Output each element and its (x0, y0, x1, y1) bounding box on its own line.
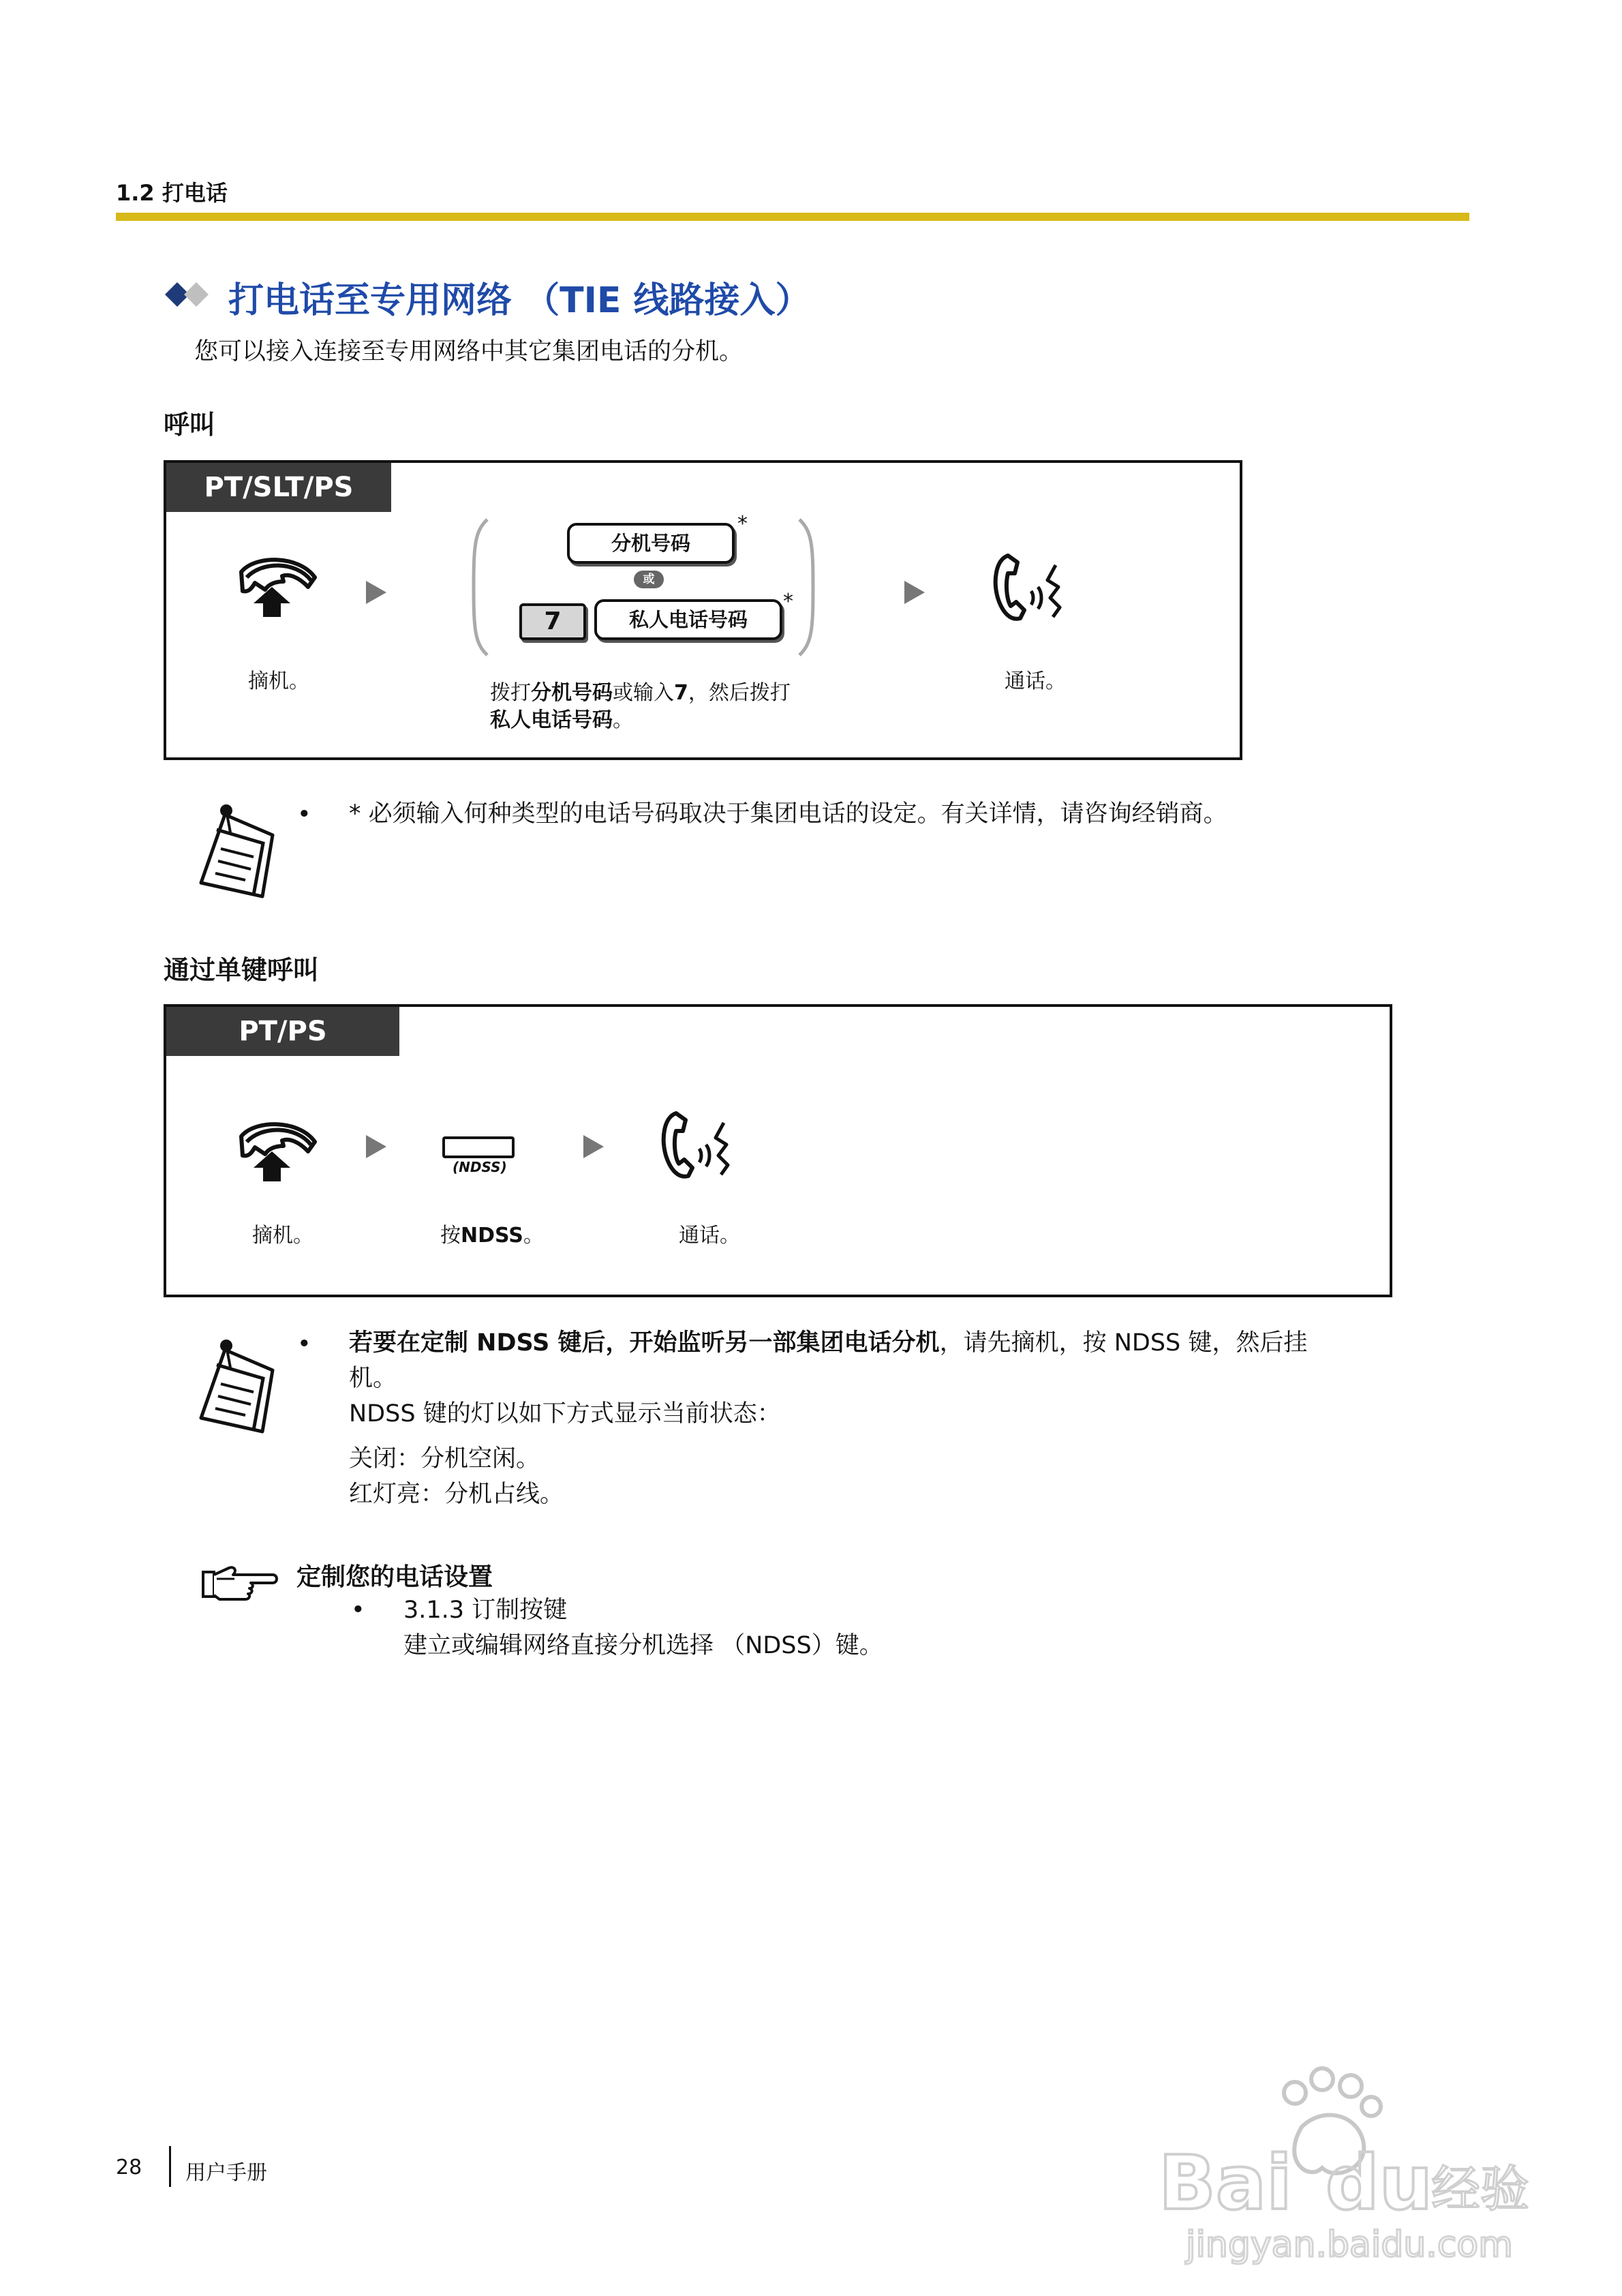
caption-bold: NDSS (461, 1224, 523, 1248)
arrow-right-icon (366, 581, 386, 604)
caption-part: ，然后拨打 (688, 681, 791, 705)
note-rest: ，请先摘机，按 NDSS 键，然后挂 (939, 1329, 1308, 1357)
reference-title: 3.1.3 订制按键 (403, 1597, 568, 1624)
caption-bold: 分机号码 (531, 681, 613, 705)
footer-label: 用户手册 (185, 2161, 267, 2185)
svg-text:du: du (1326, 2139, 1433, 2226)
status-off: 关闭：分机空闲。 (349, 1445, 540, 1472)
arrow-right-icon (583, 1135, 604, 1158)
diamond-bullet-icon (164, 281, 218, 308)
panel-tab: PT/PS (166, 1007, 399, 1056)
svg-text:经验: 经验 (1431, 2160, 1530, 2218)
ndss-key-label: (NDSS) (453, 1159, 507, 1175)
pointing-hand-icon (199, 1562, 279, 1603)
status-red: 红灯亮：分机占线。 (349, 1481, 564, 1508)
digit-7-key: 7 (519, 603, 586, 640)
page-title: 打电话至专用网络 （TIE 线路接入） (228, 280, 811, 321)
note-line: NDSS 键的灯以如下方式显示当前状态： (349, 1400, 781, 1428)
caption-part: 。 (613, 708, 633, 732)
arrow-right-icon (904, 581, 925, 604)
note-line: 机。 (349, 1365, 397, 1392)
caption-part: 或输入 (613, 681, 674, 705)
reference-heading: 定制您的电话设置 (296, 1563, 493, 1591)
off-hook-handset-icon (234, 1116, 320, 1184)
svg-text:jingyan.baidu.com: jingyan.baidu.com (1186, 2224, 1513, 2265)
caption-part: 拨打 (490, 681, 531, 705)
caption-part: 。 (523, 1224, 544, 1248)
page-number: 28 (116, 2156, 142, 2179)
svg-text:Bai: Bai (1159, 2139, 1292, 2226)
header-rule (116, 213, 1469, 221)
panel-tab: PT/SLT/PS (166, 463, 391, 512)
footer-divider (169, 2146, 171, 2187)
section-heading-call: 呼叫 (164, 410, 216, 440)
step-caption-offhook: 摘机。 (248, 669, 309, 693)
step-caption-offhook: 摘机。 (252, 1224, 313, 1248)
left-bracket-icon (470, 517, 490, 657)
right-bracket-icon (797, 517, 817, 657)
step-caption-press (440, 1218, 544, 1248)
bullet: • (297, 801, 311, 828)
talking-handset-icon (988, 550, 1073, 625)
step-caption-dial (490, 680, 831, 734)
bullet: • (297, 1331, 311, 1358)
baidu-jingyan-watermark-logo (1159, 2052, 1540, 2270)
arrow-right-icon (366, 1135, 386, 1158)
reference-description: 建立或编辑网络直接分机选择 （NDSS）键。 (403, 1632, 883, 1659)
asterisk-mark: * (783, 590, 793, 614)
talking-handset-icon (656, 1108, 741, 1183)
intro-text: 您可以接入连接至专用网络中其它集团电话的分机。 (194, 338, 744, 365)
ndss-button-icon (442, 1136, 515, 1158)
step-caption-talk: 通话。 (1005, 669, 1066, 693)
procedure-panel-call (164, 460, 1242, 760)
section-heading-one-touch: 通过单键呼叫 (164, 955, 320, 985)
note-block (349, 1325, 1467, 1512)
off-hook-handset-icon (234, 552, 320, 620)
note-memo-icon (198, 801, 278, 903)
extension-number-key: 分机号码 (567, 523, 735, 564)
note-memo-icon (198, 1336, 278, 1438)
note-text: * 必须输入何种类型的电话号码取决于集团电话的设定。有关详情，请咨询经销商。 (349, 800, 1227, 828)
caption-bold: 7 (674, 681, 688, 705)
private-number-key: 私人电话号码 (594, 599, 782, 640)
note-line (349, 1325, 1467, 1361)
caption-bold: 私人电话号码 (490, 708, 613, 732)
step-caption-talk: 通话。 (679, 1224, 740, 1248)
bullet: • (351, 1597, 365, 1624)
reference-item (403, 1592, 883, 1663)
caption-part: 按 (440, 1224, 461, 1248)
or-badge: 或 (634, 571, 664, 588)
asterisk-mark: * (737, 512, 748, 536)
note-bold: 若要在定制 NDSS 键后，开始监听另一部集团电话分机 (349, 1329, 940, 1357)
section-label: 1.2 打电话 (116, 180, 228, 206)
procedure-panel-one-touch (164, 1004, 1392, 1297)
